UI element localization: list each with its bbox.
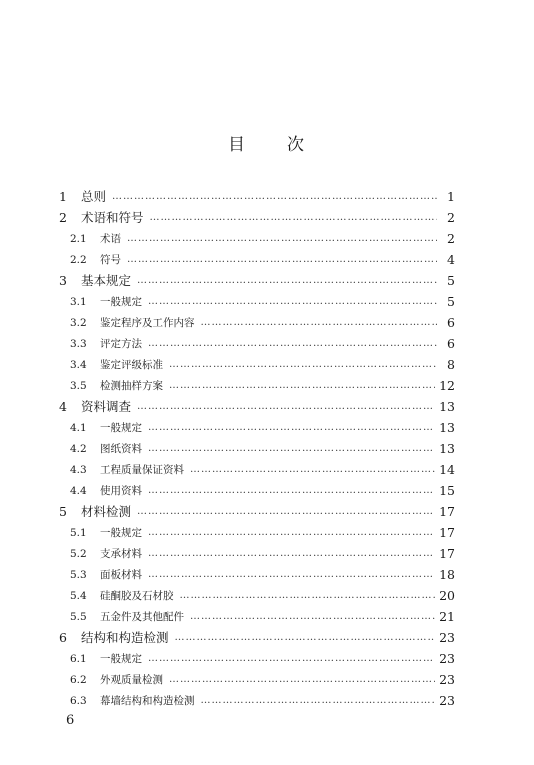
toc-entry-label: 总则 <box>81 189 107 204</box>
toc-entry-number: 5.1 <box>70 527 87 539</box>
toc-entry-label: 硅酮胶及石材胶 <box>100 590 174 602</box>
toc-leader-dots <box>169 360 437 370</box>
toc-entry-label: 面板材料 <box>100 569 142 581</box>
toc-entry-label: 符号 <box>100 254 121 266</box>
toc-entry-number: 6.2 <box>70 674 87 686</box>
toc-section-entry[interactable] <box>59 289 455 310</box>
toc-leader-dots <box>148 423 435 433</box>
toc-entry-label: 五金件及其他配件 <box>100 611 184 623</box>
toc-entry-number: 5.3 <box>70 569 87 581</box>
toc-entry-number: 3.2 <box>70 317 87 329</box>
toc-entry-page: 2 <box>447 210 455 225</box>
toc-chapter-entry[interactable] <box>59 268 455 289</box>
toc-entry-number: 4.3 <box>70 464 87 476</box>
toc-entry-number: 3.4 <box>70 359 87 371</box>
toc-entry-page: 6 <box>447 315 455 330</box>
toc-entry-number: 4.1 <box>70 422 87 434</box>
toc-section-entry[interactable] <box>59 562 455 583</box>
toc-leader-dots <box>148 654 435 664</box>
toc-section-entry[interactable] <box>59 478 455 499</box>
page-number: 6 <box>66 713 75 728</box>
toc-leader-dots <box>180 591 436 601</box>
toc-section-entry[interactable] <box>59 688 455 709</box>
toc-entry-label: 外观质量检测 <box>100 674 163 686</box>
toc-section-entry[interactable] <box>59 457 455 478</box>
toc-entry-number: 3 <box>59 273 67 288</box>
toc-section-entry[interactable] <box>59 373 455 394</box>
toc-entry-page: 23 <box>439 630 455 645</box>
toc-chapter-entry[interactable] <box>59 625 455 646</box>
toc-entry-label: 一般规定 <box>100 296 142 308</box>
toc-leader-dots <box>201 696 436 706</box>
toc-section-entry[interactable] <box>59 226 455 247</box>
toc-leader-dots <box>148 339 437 349</box>
toc-entry-number: 2.1 <box>70 233 87 245</box>
toc-entry-label: 幕墙结构和构造检测 <box>100 695 195 707</box>
toc-leader-dots <box>148 549 435 559</box>
toc-leader-dots <box>150 213 437 223</box>
toc-entry-number: 3.3 <box>70 338 87 350</box>
toc-leader-dots <box>169 675 435 685</box>
toc-leader-dots <box>190 612 435 622</box>
toc-title-left: 目 <box>228 135 247 155</box>
toc-entry-number: 2 <box>59 210 67 225</box>
toc-entry-page: 17 <box>439 504 455 519</box>
toc-entry-number: 1 <box>59 189 67 204</box>
toc-leader-dots <box>201 318 438 328</box>
toc-entry-page: 20 <box>439 588 455 603</box>
toc-entry-label: 资料调查 <box>81 399 132 414</box>
toc-entry-label: 结构和构造检测 <box>81 630 169 645</box>
toc-entry-page: 23 <box>439 651 455 666</box>
toc-entry-label: 一般规定 <box>100 527 142 539</box>
toc-entry-page: 1 <box>447 189 455 204</box>
toc-leader-dots <box>169 381 435 391</box>
toc-section-entry[interactable] <box>59 331 455 352</box>
toc-entry-number: 5.5 <box>70 611 87 623</box>
toc-leader-dots <box>148 570 435 580</box>
toc-entry-page: 13 <box>439 399 455 414</box>
toc-entry-label: 一般规定 <box>100 653 142 665</box>
toc-entry-page: 12 <box>439 378 455 393</box>
toc-entry-page: 23 <box>439 693 455 708</box>
toc-leader-dots <box>148 528 435 538</box>
toc-entry-label: 术语和符号 <box>81 210 144 225</box>
toc-leader-dots <box>175 633 436 643</box>
toc-section-entry[interactable] <box>59 583 455 604</box>
toc-entry-label: 评定方法 <box>100 338 142 350</box>
toc-entry-number: 2.2 <box>70 254 87 266</box>
toc-entry-label: 图纸资料 <box>100 443 142 455</box>
toc-entry-number: 6 <box>59 630 67 645</box>
toc-entry-number: 4 <box>59 399 67 414</box>
toc-entry-label: 材料检测 <box>81 504 132 519</box>
toc-title-right: 次 <box>287 135 306 155</box>
toc-entry-page: 2 <box>447 231 455 246</box>
toc-entry-number: 5 <box>59 504 67 519</box>
toc-section-entry[interactable] <box>59 646 455 667</box>
toc-section-entry[interactable] <box>59 352 455 373</box>
toc-leader-dots <box>137 402 435 412</box>
toc-entry-number: 3.5 <box>70 380 87 392</box>
toc-entry-label: 使用资料 <box>100 485 142 497</box>
toc-entry-page: 6 <box>447 336 455 351</box>
toc-section-entry[interactable] <box>59 310 455 331</box>
table-of-contents <box>59 184 455 709</box>
toc-entry-page: 13 <box>439 441 455 456</box>
toc-leader-dots <box>112 192 437 202</box>
toc-entry-page: 17 <box>439 525 455 540</box>
toc-leader-dots <box>148 297 437 307</box>
toc-entry-number: 4.2 <box>70 443 87 455</box>
toc-section-entry[interactable] <box>59 541 455 562</box>
toc-entry-page: 21 <box>439 609 455 624</box>
toc-entry-label: 鉴定评级标准 <box>100 359 163 371</box>
toc-chapter-entry[interactable] <box>59 184 455 205</box>
toc-entry-page: 23 <box>439 672 455 687</box>
toc-entry-number: 6.1 <box>70 653 87 665</box>
toc-section-entry[interactable] <box>59 415 455 436</box>
toc-entry-page: 14 <box>439 462 455 477</box>
toc-title <box>0 130 534 155</box>
toc-entry-label: 术语 <box>100 233 121 245</box>
toc-leader-dots <box>148 486 435 496</box>
toc-entry-page: 5 <box>447 273 455 288</box>
toc-entry-page: 15 <box>439 483 455 498</box>
toc-entry-label: 鉴定程序及工作内容 <box>100 317 195 329</box>
toc-entry-number: 3.1 <box>70 296 87 308</box>
toc-section-entry[interactable] <box>59 247 455 268</box>
toc-section-entry[interactable] <box>59 436 455 457</box>
toc-entry-page: 4 <box>447 252 455 267</box>
toc-entry-page: 18 <box>439 567 455 582</box>
toc-chapter-entry[interactable] <box>59 394 455 415</box>
toc-entry-label: 基本规定 <box>81 273 132 288</box>
toc-leader-dots <box>137 507 435 517</box>
toc-leader-dots <box>190 465 435 475</box>
toc-entry-number: 5.4 <box>70 590 87 602</box>
toc-entry-number: 5.2 <box>70 548 87 560</box>
toc-section-entry[interactable] <box>59 604 455 625</box>
toc-leader-dots <box>137 276 437 286</box>
toc-entry-page: 5 <box>447 294 455 309</box>
toc-entry-label: 工程质量保证资料 <box>100 464 184 476</box>
toc-entry-number: 6.3 <box>70 695 87 707</box>
toc-chapter-entry[interactable] <box>59 205 455 226</box>
toc-entry-page: 8 <box>447 357 455 372</box>
toc-entry-label: 支承材料 <box>100 548 142 560</box>
toc-entry-page: 13 <box>439 420 455 435</box>
toc-entry-label: 检测抽样方案 <box>100 380 163 392</box>
toc-entry-number: 4.4 <box>70 485 87 497</box>
toc-entry-label: 一般规定 <box>100 422 142 434</box>
toc-leader-dots <box>148 444 435 454</box>
toc-leader-dots <box>127 234 437 244</box>
toc-entry-page: 17 <box>439 546 455 561</box>
toc-section-entry[interactable] <box>59 667 455 688</box>
toc-section-entry[interactable] <box>59 520 455 541</box>
toc-leader-dots <box>127 255 437 265</box>
toc-chapter-entry[interactable] <box>59 499 455 520</box>
